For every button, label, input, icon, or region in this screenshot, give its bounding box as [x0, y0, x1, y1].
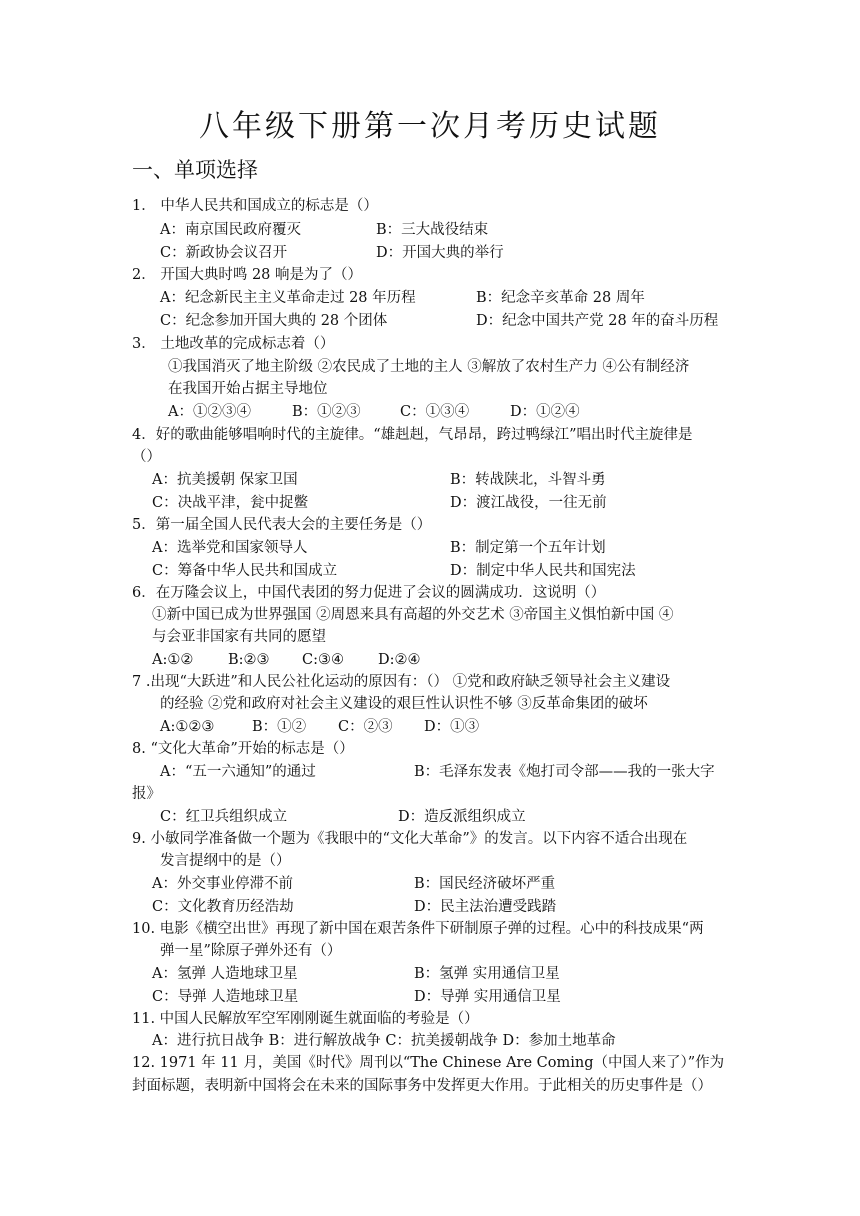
question-6-statement-line-1: ①新中国已成为世界强国 ②周恩来具有高超的外交艺术 ③帝国主义惧怕新中国 ④: [152, 607, 674, 623]
question-2-stem: 2． 开国大典时鸣 28 响是为了（）: [132, 267, 363, 283]
question-5-stem: 5．第一届全国人民代表大会的主要任务是（）: [132, 517, 432, 533]
question-4-stem-continued: （）: [132, 449, 161, 465]
question-3-option-a: A：①②③④: [168, 404, 251, 420]
question-9-option-b: B：国民经济破坏严重: [414, 876, 556, 892]
question-10-option-c: C：导弹 人造地球卫星: [152, 989, 299, 1005]
question-9-stem-line-2: 发言提纲中的是（）: [160, 853, 291, 869]
question-4-option-b: B：转战陕北，斗智斗勇: [450, 472, 606, 488]
question-4-stem: 4．好的歌曲能够唱响时代的主旋律。“雄赳赳，气昂昂，跨过鸭绿江”唱出时代主旋律是: [132, 427, 693, 443]
question-4-option-c: C：决战平津，瓮中捉鳖: [152, 495, 309, 511]
question-7-statement-line-2: 的经验 ②党和政府对社会主义建设的艰巨性认识性不够 ③反革命集团的破坏: [160, 696, 648, 712]
question-6-option-d: D:②④: [378, 652, 421, 668]
question-9-option-a: A：外交事业停滞不前: [152, 876, 293, 892]
question-10-stem: 10. 电影《横空出世》再现了新中国在艰苦条件下研制原子弹的过程。心中的科技成果“两: [132, 921, 704, 937]
question-3-stem: 3． 土地改革的完成标志着（）: [132, 336, 335, 352]
question-12-stem: 12. 1971 年 11 月，美国《时代》周刊以“The Chinese Are Coming（中国人来了）”作为: [132, 1055, 725, 1071]
question-3-option-b: B：①②③: [292, 404, 361, 420]
question-10-option-b: B：氢弹 实用通信卫星: [414, 966, 560, 982]
question-12-stem-line-2: 封面标题，表明新中国将会在未来的国际事务中发挥更大作用。于此相关的历史事件是（）: [132, 1078, 712, 1094]
question-1-option-c: C：新政协会议召开: [160, 245, 288, 261]
question-5-option-b: B：制定第一个五年计划: [450, 540, 606, 556]
question-6-option-c: C:③④: [302, 652, 344, 668]
question-8-option-c: C：红卫兵组织成立: [160, 809, 288, 825]
question-6-stem: 6．在万隆会议上，中国代表团的努力促进了会议的圆满成功．这说明（）: [132, 585, 606, 601]
question-2-option-a: A：纪念新民主主义革命走过 28 年历程: [160, 290, 416, 306]
question-3-statement-line-1: ①我国消灭了地主阶级 ②农民成了土地的主人 ③解放了农村生产力 ④公有制经济: [168, 359, 690, 375]
question-4-option-d: D：渡江战役，一往无前: [450, 495, 607, 511]
question-6-option-a: A:①②: [152, 652, 194, 668]
question-11-stem: 11. 中国人民解放军空军刚刚诞生就面临的考验是（）: [132, 1011, 479, 1027]
question-8-option-a: A：“五一六通知”的通过: [160, 764, 316, 780]
question-3-statement-line-2: 在我国开始占据主导地位: [168, 381, 328, 397]
question-7-stem: 7 .出现“大跃进”和人民公社化运动的原因有：（） ①党和政府缺乏领导社会主义建设: [132, 674, 671, 690]
section-heading: 一、单项选择: [132, 158, 258, 182]
question-5-option-d: D：制定中华人民共和国宪法: [450, 563, 636, 579]
question-7-option-b: B：①②: [252, 719, 307, 735]
question-6-option-b: B:②③: [228, 652, 270, 668]
question-10-stem-line-2: 弹一星”除原子弹外还有（）: [160, 943, 342, 959]
question-1-option-b: B：三大战役结束: [376, 222, 489, 238]
question-10-option-a: A：氢弹 人造地球卫星: [152, 966, 298, 982]
question-8-option-d: D：造反派组织成立: [398, 809, 526, 825]
question-1-option-d: D：开国大典的举行: [376, 245, 504, 261]
question-2-option-b: B：纪念辛亥革命 28 周年: [476, 290, 645, 306]
question-9-option-d: D：民主法治遭受践踏: [414, 899, 557, 915]
question-8-option-b: B：毛泽东发表《炮打司令部——我的一张大字: [414, 764, 715, 780]
question-7-option-a: A:①②③: [160, 719, 215, 735]
question-8-stem: 8. “文化大革命”开始的标志是（）: [132, 741, 354, 757]
question-4-option-a: A：抗美援朝 保家卫国: [152, 472, 298, 488]
question-11-options: A：进行抗日战争 B：进行解放战争 C：抗美援朝战争 D：参加土地革命: [152, 1033, 616, 1049]
exam-title: 八年级下册第一次月考历史试题: [199, 109, 661, 144]
question-10-option-d: D：导弹 实用通信卫星: [414, 989, 561, 1005]
question-5-option-a: A：选举党和国家领导人: [152, 540, 308, 556]
question-9-option-c: C：文化教育历经浩劫: [152, 899, 294, 915]
question-7-option-c: C：②③: [338, 719, 393, 735]
question-2-option-c: C：纪念参加开国大典的 28 个团体: [160, 313, 388, 329]
question-7-option-d: D：①③: [424, 719, 480, 735]
question-3-option-c: C：①③④: [400, 404, 470, 420]
question-2-option-d: D：纪念中国共产党 28 年的奋斗历程: [476, 313, 719, 329]
question-9-stem: 9. 小敏同学准备做一个题为《我眼中的“文化大革命”》的发言。以下内容不适合出现在: [132, 831, 688, 847]
question-3-option-d: D：①②④: [510, 404, 580, 420]
question-8-option-b-continued: 报》: [132, 786, 161, 802]
question-1-option-a: A：南京国民政府覆灭: [160, 222, 301, 238]
question-6-statement-line-2: 与会亚非国家有共同的愿望: [152, 629, 326, 645]
question-1-stem: 1． 中华人民共和国成立的标志是（）: [132, 198, 378, 214]
question-5-option-c: C：筹备中华人民共和国成立: [152, 563, 338, 579]
